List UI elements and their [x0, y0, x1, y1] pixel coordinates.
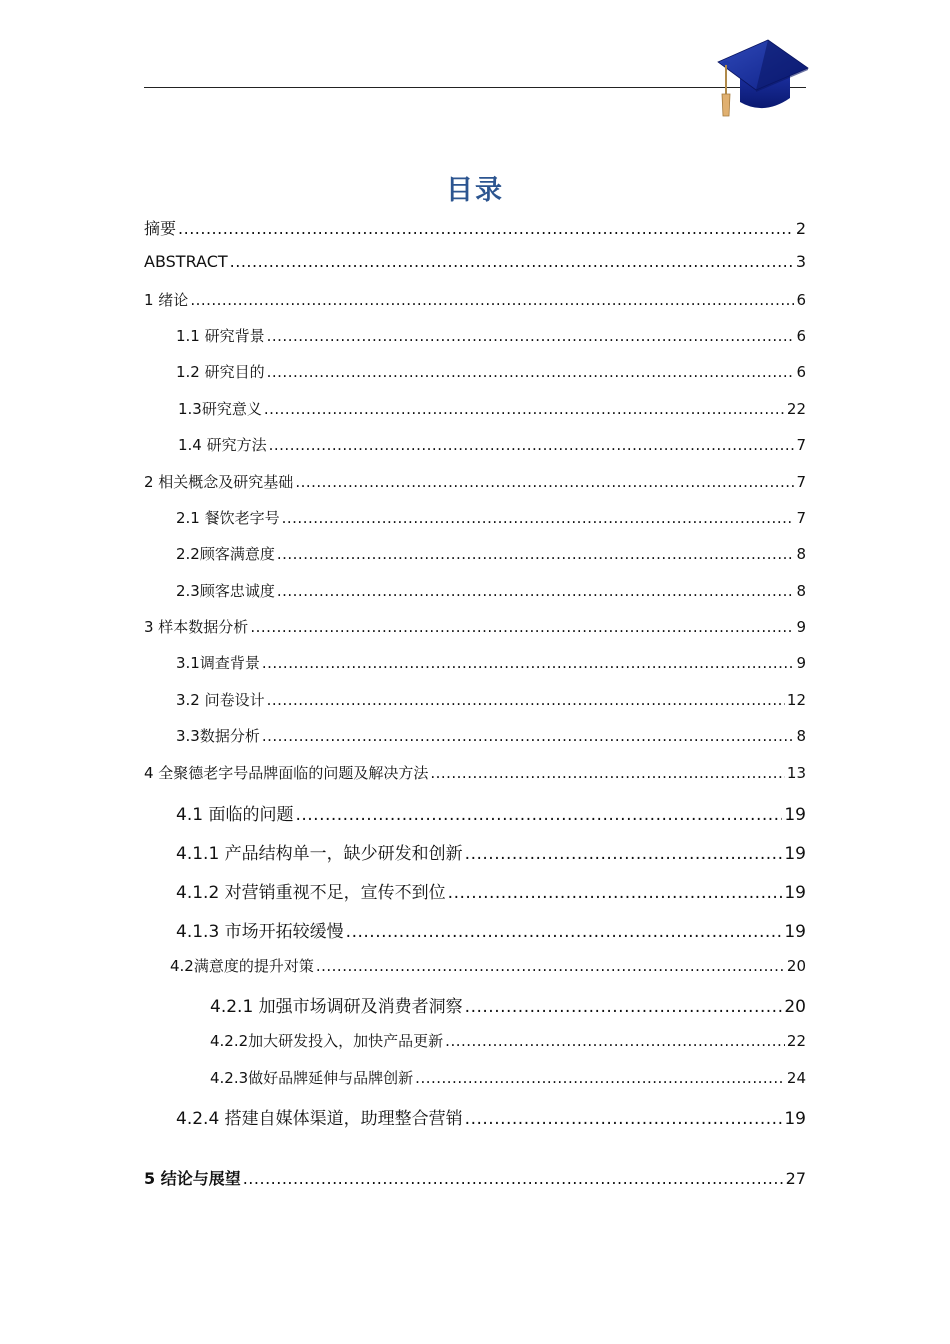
dot-leader	[267, 363, 795, 381]
toc-entry-page: 20	[784, 997, 806, 1017]
toc-entry[interactable]	[178, 434, 806, 455]
dot-leader	[316, 957, 785, 975]
toc-entry[interactable]	[144, 1166, 806, 1189]
toc-entry-label: 2.3顾客忠诚度	[176, 582, 275, 600]
toc-entry-label: ABSTRACT	[144, 252, 228, 271]
toc-entry[interactable]	[176, 361, 806, 382]
toc-entry-label: 4.1.2 对营销重视不足，宣传不到位	[176, 883, 446, 903]
toc-entry-page: 7	[796, 436, 806, 454]
toc-entry-page: 19	[784, 844, 806, 864]
dot-leader	[445, 1032, 785, 1050]
dot-leader	[243, 1169, 784, 1188]
toc-entry-label: 2 相关概念及研究基础	[144, 473, 294, 491]
toc-entry[interactable]	[176, 543, 806, 564]
toc-entry-page: 9	[796, 654, 806, 672]
dot-leader	[277, 582, 795, 600]
toc-entry-page: 22	[786, 400, 806, 418]
toc-entry-label: 4.1.3 市场开拓较缓慢	[176, 922, 344, 942]
dot-leader	[295, 473, 794, 491]
toc-entry-page: 19	[784, 883, 806, 903]
dot-leader	[269, 436, 795, 454]
toc-entry-label: 3.2 问卷设计	[176, 691, 265, 709]
toc-entry-page: 2	[795, 219, 806, 238]
toc-entry[interactable]	[176, 1104, 806, 1129]
toc-entry[interactable]	[144, 252, 806, 271]
toc-entry[interactable]	[178, 398, 806, 419]
toc-entry[interactable]	[144, 216, 806, 239]
toc-entry-label: 2.2顾客满意度	[176, 545, 275, 563]
toc-entry-page: 8	[796, 727, 806, 745]
toc-entry-label: 4.2.2加大研发投入，加快产品更新	[210, 1032, 444, 1050]
toc-entry-label: 4.1.1 产品结构单一，缺少研发和创新	[176, 844, 463, 864]
graduation-cap-icon	[712, 36, 816, 126]
toc-entry[interactable]	[210, 1030, 806, 1051]
toc-entry-label: 1.3研究意义	[178, 400, 262, 418]
toc-entry-page: 24	[786, 1069, 806, 1087]
toc-entry-page: 6	[796, 327, 806, 345]
toc-entry[interactable]	[210, 1067, 806, 1088]
toc-entry[interactable]	[176, 689, 806, 710]
toc-entry[interactable]	[176, 917, 806, 942]
toc-entry-page: 8	[796, 545, 806, 563]
dot-leader	[277, 545, 795, 563]
toc-entry-label: 3 样本数据分析	[144, 618, 249, 636]
toc-entry[interactable]	[176, 725, 806, 746]
toc-entry-page: 20	[786, 957, 806, 975]
dot-leader	[448, 883, 783, 903]
toc-entry-page: 19	[784, 922, 806, 942]
toc-entry-page: 9	[796, 618, 806, 636]
dot-leader	[190, 291, 794, 309]
toc-entry-label: 2.1 餐饮老字号	[176, 509, 280, 527]
toc-entry[interactable]	[176, 800, 806, 825]
dot-leader	[282, 509, 795, 527]
toc-entry-page: 8	[796, 582, 806, 600]
dot-leader	[250, 618, 794, 636]
toc-entry-page: 7	[796, 509, 806, 527]
toc-entry-label: 摘要	[144, 219, 177, 238]
toc-entry-label: 3.1调查背景	[176, 654, 260, 672]
toc-entry[interactable]	[176, 507, 806, 528]
dot-leader	[267, 327, 795, 345]
toc-entry-label: 1.2 研究目的	[176, 363, 265, 381]
dot-leader	[415, 1069, 785, 1087]
toc-entry[interactable]	[176, 878, 806, 903]
toc-entry[interactable]	[144, 616, 806, 637]
toc-entry-page: 3	[795, 252, 806, 271]
toc-entry-page: 7	[796, 473, 806, 491]
toc-entry-page: 6	[796, 291, 806, 309]
toc-entry-label: 4.2满意度的提升对策	[170, 957, 314, 975]
toc-entry[interactable]	[176, 580, 806, 601]
toc-entry[interactable]	[176, 652, 806, 673]
toc-entry-label: 4.1 面临的问题	[176, 805, 294, 825]
toc-entry-label: 1.1 研究背景	[176, 327, 265, 345]
toc-entry-label: 1.4 研究方法	[178, 436, 267, 454]
toc-entry-label: 3.3数据分析	[176, 727, 260, 745]
toc-entry[interactable]	[144, 289, 806, 310]
dot-leader	[267, 691, 785, 709]
dot-leader	[264, 400, 785, 418]
toc-entry-label: 4.2.1 加强市场调研及消费者洞察	[210, 997, 463, 1017]
toc-entry[interactable]	[170, 955, 806, 976]
toc-entry-label: 5 结论与展望	[144, 1169, 241, 1188]
dot-leader	[465, 997, 783, 1017]
toc-entry-page: 6	[796, 363, 806, 381]
toc-entry-page: 22	[786, 1032, 806, 1050]
toc-entry[interactable]	[144, 471, 806, 492]
toc-entry-page: 13	[786, 764, 806, 782]
toc-entry-label: 1 绪论	[144, 291, 189, 309]
dot-leader	[295, 805, 782, 825]
dot-leader	[430, 764, 785, 782]
dot-leader	[262, 654, 795, 672]
dot-leader	[465, 844, 783, 864]
toc-entry[interactable]	[176, 325, 806, 346]
dot-leader	[262, 727, 795, 745]
toc-entry-page: 19	[784, 805, 806, 825]
toc-entry-page: 27	[785, 1169, 806, 1188]
header-rule	[144, 87, 806, 88]
dot-leader	[230, 252, 794, 271]
toc-title: 目录	[446, 175, 504, 206]
dot-leader	[178, 219, 794, 238]
toc-entry-label: 4 全聚德老字号品牌面临的问题及解决方法	[144, 764, 429, 782]
dot-leader	[346, 922, 783, 942]
toc-entry[interactable]	[210, 992, 806, 1017]
dot-leader	[465, 1109, 783, 1129]
toc-entry-page: 19	[784, 1109, 806, 1129]
toc-entry-label: 4.2.3做好品牌延伸与品牌创新	[210, 1069, 414, 1087]
toc-entry-page: 12	[786, 691, 806, 709]
toc-entry[interactable]	[176, 839, 806, 864]
toc-entry[interactable]	[144, 762, 806, 783]
toc-entry-label: 4.2.4 搭建自媒体渠道，助理整合营销	[176, 1109, 463, 1129]
